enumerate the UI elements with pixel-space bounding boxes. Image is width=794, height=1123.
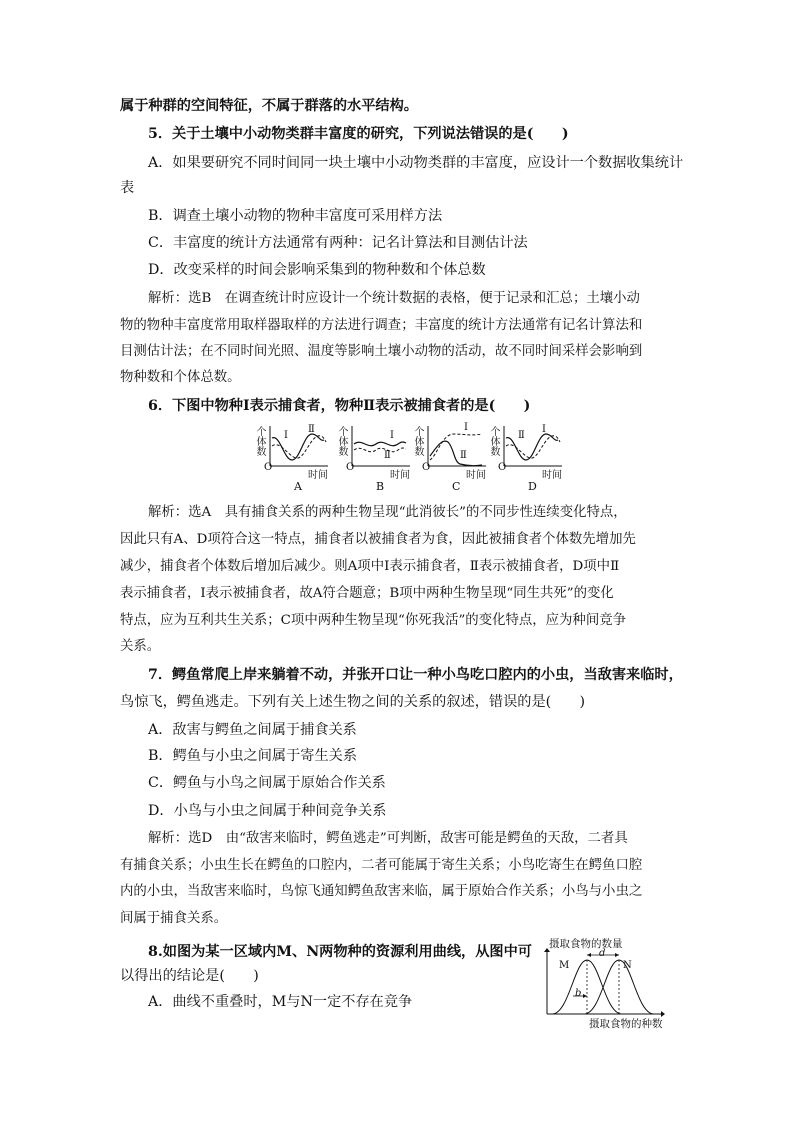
q7-explanation-2: 有捕食关系；小虫生长在鳄鱼的口腔内，二者可能属于寄生关系；小鸟吃寄生在鳄鱼口腔 (120, 858, 643, 873)
q8-option-a: A．曲线不重叠时，M与N一定不存在竞争 (148, 994, 413, 1010)
q7-explanation-1: 解析：选D 由“敌害来临时，鳄鱼逃走”可判断，敌害可能是鳄鱼的天敌，二者具 (148, 831, 628, 846)
q6-graph-c-option: C (452, 480, 461, 493)
q6-graph-c-xlabel: 时间 (466, 470, 486, 481)
q6-explanation-1: 解析：选A 具有捕食关系的两种生物呈现“此消彼长”的不同步性连续变化特点， (148, 505, 627, 520)
q6-graph-d-curve2: Ⅱ (518, 430, 525, 441)
intro-text: 属于种群的空间特征，不属于群落的水平结构。 (120, 98, 418, 114)
q6-graph-a (254, 424, 332, 493)
q6-graph-b-ylabel: 个体数 (336, 426, 347, 456)
q8-stem-1: 8.如图为某一区域内M、N两物种的资源利用曲线，从图中可 (148, 944, 532, 960)
q6-explanation-3: 减少，捕食者个体数后增加后减少。则A项中Ⅰ表示捕食者，Ⅱ表示被捕食者，D项中Ⅱ (120, 559, 620, 574)
q6-graph-a-option: A (294, 480, 302, 493)
q7-explanation-4: 间属于捕食关系。 (120, 911, 228, 926)
q5-option-a-cont: 表 (120, 180, 135, 196)
q6-graph-b-origin: O (346, 462, 355, 473)
q6-explanation-4: 表示捕食者，Ⅰ表示被捕食者，故A符合题意；B项中两种生物呈现“同生共死”的变化 (120, 586, 614, 601)
q7-explanation-3: 内的小虫，当敌害来临时，鸟惊飞通知鳄鱼敌害来临，属于原始合作关系；小鸟与小虫之 (120, 884, 643, 899)
q8-graph-m-label: M (559, 960, 570, 971)
q6-graph-b-option: B (376, 480, 385, 493)
q7-option-c: C．鳄鱼与小鸟之间属于原始合作关系 (148, 775, 386, 791)
q6-graph-a-curve2: Ⅱ (308, 424, 315, 435)
q6-graph-d-ylabel: 个体数 (488, 426, 499, 456)
q6-explanation-6: 关系。 (120, 639, 161, 654)
q6-graph-b-curve2: Ⅱ (384, 450, 391, 461)
q5-option-a: A．如果要研究不同时间同一块土壤中小动物类群的丰富度，应设计一个数据收集统计 (148, 155, 684, 171)
q5-option-c: C．丰富度的统计方法通常有两种：记名计算法和目测估计法 (148, 235, 528, 251)
q5-explanation-4: 物种数和个体总数。 (120, 370, 241, 385)
q6-graph-b-xlabel: 时间 (390, 470, 410, 481)
q6-graph-b (336, 424, 414, 493)
q8-graph-d-label: d (599, 948, 606, 959)
q6-explanation-2: 因此只有A、D项符合这一特点，捕食者以被捕食者为食，因此被捕食者个体数先增加先 (120, 532, 636, 547)
q6-graph-c-ylabel: 个体数 (412, 426, 423, 456)
q6-stem: 6．下图中物种Ⅰ表示捕食者，物种Ⅱ表示被捕食者的是( ) (148, 398, 531, 414)
q7-option-b: B．鳄鱼与小虫之间属于寄生关系 (148, 748, 358, 764)
q7-option-d: D．小鸟与小虫之间属于种间竞争关系 (148, 803, 387, 819)
q6-explanation-5: 特点，应为互利共生关系；C项中两种生物呈现“你死我活”的变化特点，应为种间竞争 (120, 613, 626, 628)
q7-option-a: A．敌害与鳄鱼之间属于捕食关系 (148, 722, 357, 738)
q6-graph-c-curve2: Ⅱ (460, 450, 467, 461)
q5-option-b: B．调查土壤小动物的物种丰富度可采用样方法 (148, 208, 443, 224)
q8-graph-b-label: b (575, 988, 582, 999)
q5-explanation-1: 解析：选B 在调查统计时应设计一个统计数据的表格，便于记录和汇总；土壤小动 (148, 291, 640, 306)
q8-stem-2: 以得出的结论是( ) (120, 968, 259, 984)
q5-stem: 5．关于土壤中小动物类群丰富度的研究，下列说法错误的是( ) (148, 126, 569, 142)
q5-explanation-3: 目测估计法；在不同时间光照、温度等影响土壤小动物的活动，故不同时间采样会影响到 (120, 344, 643, 359)
q6-graph-d (488, 424, 566, 493)
q6-graph-a-xlabel: 时间 (308, 470, 328, 481)
q5-explanation-2: 物的物种丰富度常用取样器取样的方法进行调查；丰富度的统计方法通常有记名计算法和 (120, 318, 643, 333)
q6-graph-c-curve1: Ⅰ (464, 422, 468, 433)
q6-graph-a-curve1: Ⅰ (284, 430, 288, 441)
q6-graph-c-origin: O (422, 462, 431, 473)
q8-graph-ylabel: 摄取食物的数量 (549, 938, 623, 950)
q6-graph-d-option: D (528, 480, 537, 493)
q7-stem-1: 7．鳄鱼常爬上岸来躺着不动，并张开口让一种小鸟吃口腔内的小虫，当敌害来临时， (148, 667, 683, 683)
q6-graph-d-curve1: Ⅰ (542, 424, 546, 435)
q5-option-d: D．改变采样的时间会影响采集到的物种数和个体总数 (148, 262, 486, 278)
q6-graph-a-ylabel: 个体数 (254, 426, 265, 456)
q6-graph-c (412, 422, 490, 493)
q6-graph-d-origin: O (498, 462, 507, 473)
q6-graph-a-origin: O (264, 462, 273, 473)
q6-graph-d-xlabel: 时间 (542, 470, 562, 481)
q8-graph-xlabel: 摄取食物的种数 (589, 1018, 663, 1030)
q7-stem-2: 鸟惊飞，鳄鱼逃走。下列有关上述生物之间的关系的叙述，错误的是( ) (120, 694, 586, 710)
q6-graph-b-curve1: Ⅰ (390, 430, 394, 441)
q8-graph-n-label: N (623, 960, 632, 971)
